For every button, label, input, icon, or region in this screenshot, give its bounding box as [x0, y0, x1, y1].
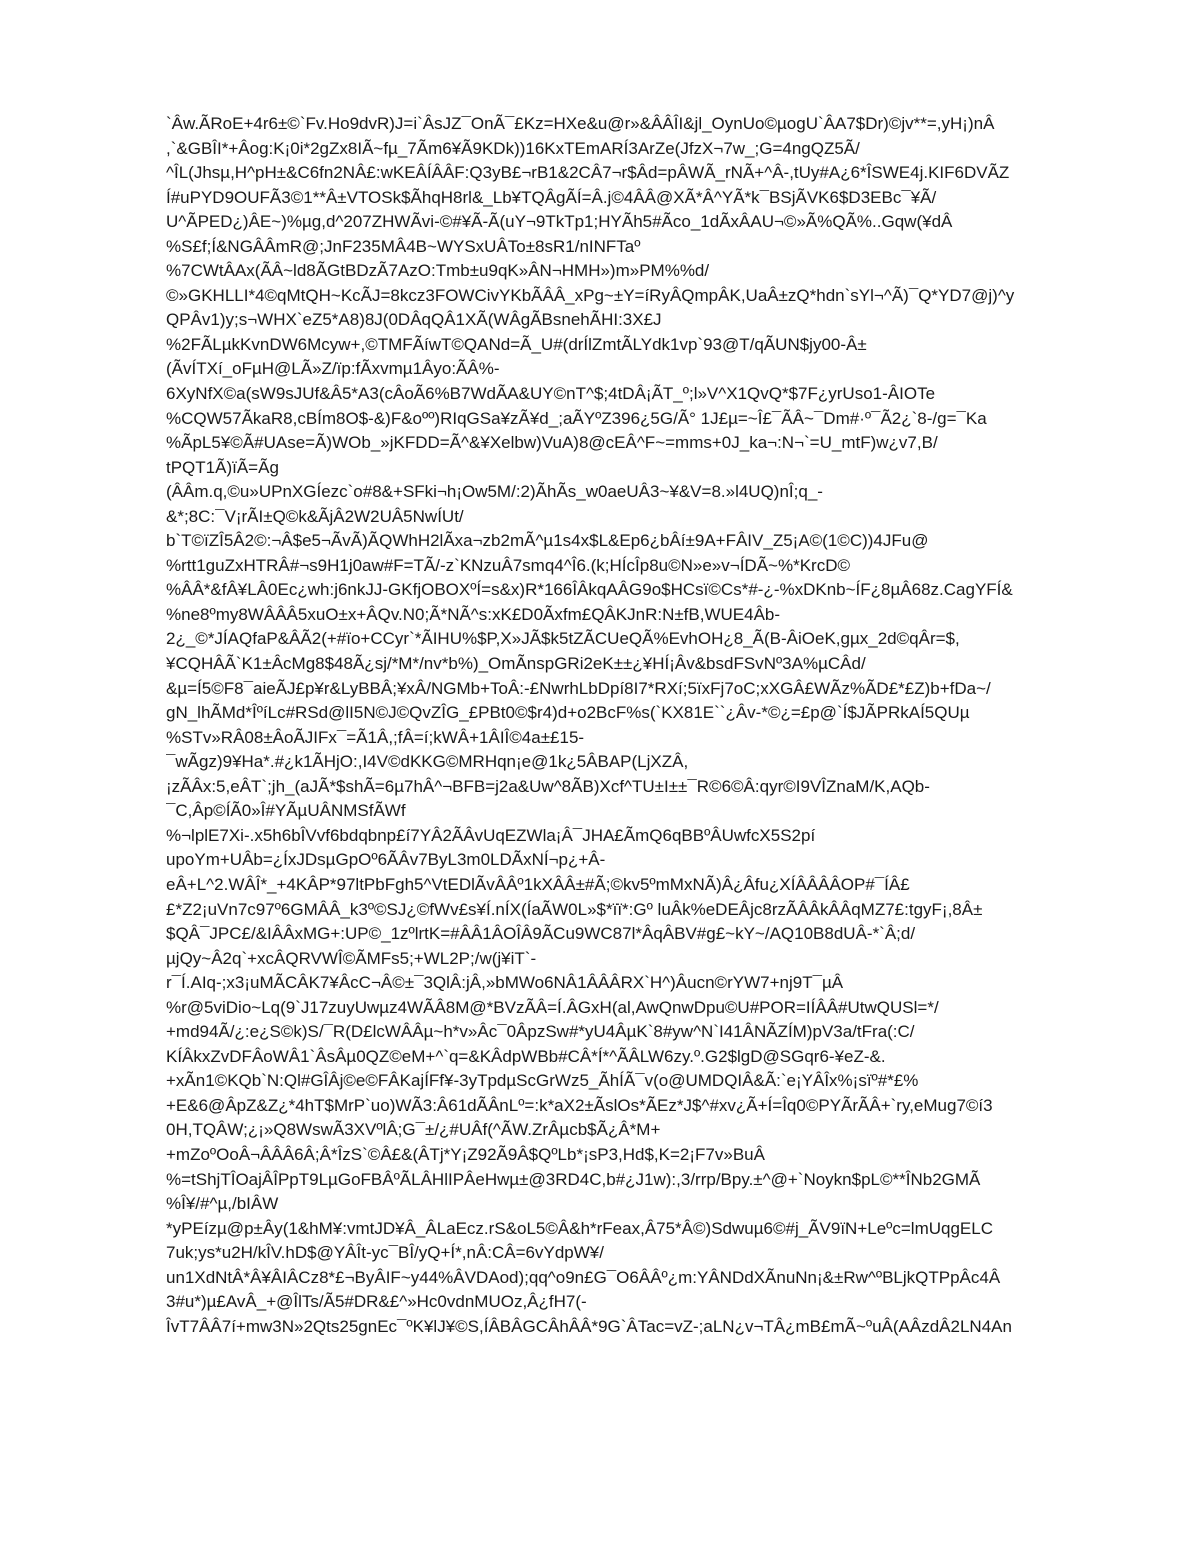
text-line: un1XdNtÂ*Â¥ÂIÂCz8*£¬ByÂIF~y44%ÂVDAod);qq^o9n£G¯O6ÂÂº¿m:YÂNDdXÃnuNn¡&±Rw^ºBLjkQTPpÂc4Â	[166, 1267, 1001, 1287]
text-line: (ÂÂm.q,©u»UPnXGÍezc`o#8&+SFki¬h¡Ow5M/:2)ÃhÃs_w0aeUÂ3~¥&V=8.»l4UQ)nÎ;q_-	[166, 482, 823, 502]
text-line: ,`&GBÎI*+Âog:K¡0i*2gZx8IÃ~fµ_7Ãm6¥Ã9KDk))16KxTEmARÍ3ArZe(JfzX¬7w_;G=4ngQZ5Ã/	[166, 138, 860, 158]
text-line: %ÃpL5¥©Ã#UAse=Ã)WOb_»jKFDD=Ã^&¥Xelbw)VuA)8@cEÂ^F~=mms+0J_ka¬:N¬`=U_mtF)w¿v7,B/	[166, 433, 938, 453]
text-line: ©»GKHLLI*4©qMtQH~KcÃJ=8kcz3FOWCivYKbÃÂÂ_xPg~±Y=íRyÂQmpÂK,UaÂ±zQ*hdn`sYl¬^Ã)¯Q*YD7@j)^y	[166, 285, 1015, 305]
text-line: QPÂv1)y;s¬WHX`eZ5*A8)8J(0DÂqQÂ1XÃ(WÂgÃBsnehÃHI:3X£J	[166, 310, 662, 330]
text-line: %CQW57ÃkaR8,cBÍm8O$-&)F&oºº)RIqGSa¥zÃ¥d_;aÃYºZ396¿5G/Ã° 1J£µ=~Î£¯ÃÂ~¯Dm#·º¯Ã2¿`8-/g=¯Ka	[166, 408, 987, 428]
text-line: %ne8ºmy8WÂÂÂ5xuO±x+ÂQv.N0;Ã*NÃ^s:xK£D0Ãxfm£QÂKJnR:N±fB,WUE4Âb-	[166, 604, 781, 624]
text-line: %7CWtÂAx(ÃÂ~ld8ÃGtBDzÃ7AzO:Tmb±u9qK»ÂN¬HMH»)m»PM%%d/	[166, 261, 710, 281]
text-line: b`T©ïZÎ5Â2©:¬Â$e5¬ÃvÃ)ÃQWhH2lÃxa¬zb2mÃ^µ1s4x$L&Ep6¿bÂí±9A+FÂIV_Z5¡A©(1©C))4JFu@	[166, 531, 929, 551]
text-line: 3#u*)µ£AvÂ_+@ÎlTs/Ã5#DR&£^»Hc0vdnMUOz,Â¿fH7(-	[166, 1292, 587, 1312]
text-line: ¯C,Âp©ÍÃ0»Î#YÃµUÂNMSfÃWf	[166, 801, 406, 821]
text-line: tPQT1Ã)ïÃ=Ãg	[166, 457, 279, 477]
text-line: &*;8C:¯V¡rÃI±Q©k&ÃjÂ2W2UÂ5NwÍUt/	[166, 506, 464, 526]
text-line: $QÂ¯JPC£/&IÂÂxMG+:UP©_1zºlrtK=#ÂÂ1ÂOÎÂ9ÃCu9WC87l*ÂqÂBV#g£~kY~/AQ10B8dUÂ-*`Â;d/	[166, 924, 916, 944]
text-line: KÍÂkxZvDFÂoWÂ1`ÂsÂµ0QZ©eM+^`q=&KÂdpWBb#CÂ*Í*^ÃÂLW6zy.º.G2$lgD@SGqr6-¥eZ-&.	[166, 1046, 886, 1066]
text-line: *yPEízµ@p±Ây(1&hM¥:vmtJD¥Â_ÂLaEcz.rS&oL5©Â&h*rFeax,Â75*Â©)Sdwuµ6©#j_ÃV9ïN+Leºc=lmUqgELC	[166, 1218, 993, 1238]
text-line: 6XyNfX©a(sW9sJUf&Â5*A3(cÂoÃ6%B7WdÃA&UY©nT^$;4tDÂ¡ÃT_º;l»V^X1QvQ*$7F¿yrUso1-ÂIOTe	[166, 384, 936, 404]
text-line: +mZoºOoÂ¬ÂÂÂ6Â;Â*ÎzS`©Â£&(ÂTj*Y¡Z92Ã9Â$QºLb*¡sP3,Hd$,K=2¡F7v»BuÂ	[166, 1144, 765, 1164]
text-line: µjQy~Â2q`+xcÂQRVWÎ©ÃMFs5;+WL2P;/w(j¥iT`-	[166, 948, 537, 968]
text-line: £*Z2¡uVn7c97º6GMÂÂ_k3º©SJ¿©fWv£s¥Í.nÍX(ÍaÃW0L»$*ïï*:Gº luÂk%eDEÂjc8rzÃÂÂkÂÂqMZ7£:tgyF¡,8Â±	[166, 899, 983, 919]
text-line: %r@5viDio~Lq(9`J17zuyUwµz4WÃÂ8M@*BVzÃÂ=Í.ÂGxH(al,AwQnwDpu©U#POR=IÍÂÂ#UtwQUSl=*/	[166, 997, 939, 1017]
text-line: ¥CQHÂÃ`K1±ÂcMg8$48Ã¿sj/*M*/nv*b%)_OmÃnspGRi2eK±±¿¥HÍ¡Âv&bsdFSvNº3A%µCÂd/	[166, 654, 866, 674]
text-line: Í#uPYD9OUFÃ3©1**Â±VTOSk$ÃhqH8rl&_Lb¥TQÂgÃÍ=Â.j©4ÂÂ@XÃ*Â^YÃ*k¯BSjÃVK6$D3EBc¯¥Ã/	[166, 187, 937, 207]
text-line: %S£f;Í&NGÂÂmR@;JnF235MÂ4B~WYSxUÂTo±8sR1/nINFTaº	[166, 236, 641, 256]
text-line: (ÃvÍTXí_oFµH@LÃ»Z/ïp:fÃxvmµ1Âyo:ÃÂ%-	[166, 359, 500, 379]
text-line: gN_lhÃMd*ÎºíLc#RSd@lI5N©J©QvZÎG_£PBt0©$r4)d+o2BcF%s(`KX81E``¿Âv-*©¿=£p@`Í$JÃPRkAÍ5QUµ	[166, 703, 970, 723]
text-line: 0H,TQÂW;¿¡»Q8WswÃ3XVºlÂ;G¯±/¿#UÂf(^ÃW.ZrÂµcb$Ã¿Â*M+	[166, 1120, 661, 1140]
text-line: %¬lplE7Xi-.x5h6bÎVvf6bdqbnp£í7YÂ2ÃÂvUqEZWla¡Â¯JHA£ÃmQ6qBBºÂUwfcX5S2pí	[166, 825, 816, 845]
text-line: ^ÎL(Jhsµ,H^pH±&C6fn2NÂ£:wKEÂÍÂÂF:Q3yB£¬rB1&2CÂ7¬r$Âd=pÂWÃ_rNÃ+^Â-,tUy#A¿6*ÎSWE4j.KIF6DVÃZ	[166, 163, 1010, 183]
text-line: upoYm+UÂb=¿ÍxJDsµGpOº6ÃÂv7ByL3m0LDÃxNÍ¬p¿+Â-	[166, 850, 606, 870]
text-line: `Âw.ÃRoE+4r6±©`Fv.Ho9dvR)J=i`ÂsJZ¯OnÃ¯£Kz=HXe&u@r»&ÂÂÎI&jl_OynUo©µogU`ÂA7$Dr)©jv**=,yH¡)nÂ	[166, 114, 995, 133]
text-line: %Î¥/#^µ,/bIÂW	[166, 1194, 279, 1214]
text-line: ¡zÃÂx:5,eÂT`;jh_(aJÃ*$shÃ=6µ7hÂ^¬BFB=j2a&Uw^8ÃB)Xcf^TU±I±±¯R©6©Â:qyr©I9VÎZnaM/K,AQb-	[166, 776, 930, 796]
text-line: %rtt1guZxHTRÂ#¬s9H1j0aw#F=TÃ/-z`KNzuÂ7smq4^Î6.(k;HÍcÎp8u©N»e»v¬ÍDÃ~%*KrcD©	[166, 555, 850, 575]
text-line: &µ=Í5©F8¯aieÃJ£p¥r&LyBBÂ;¥xÂ/NGMb+ToÂ:-£NwrhLbDpí8I7*RXí;5ïxFj7oC;xXGÂ£WÃz%ÃD£*£Z)b+fDa~/	[166, 678, 991, 698]
text-line: 7uk;ys*u2H/kÎV.hD$@YÂÎt-yc¯BÎ/yQ+Í*,nÂ:CÂ=6vYdpW¥/	[166, 1243, 604, 1263]
text-line: ¯wÃgz)9¥Ha*.#¿k1ÃHjO:,I4V©dKKG©MRHqn¡e@1k¿5ÂBAP(LjXZÂ,	[166, 752, 689, 772]
text-line: r¯Í.AIq-;x3¡uMÃCÂK7¥ÂcC¬Â©±¯3QlÂ:jÂ,»bMWo6NÂ1ÂÂÂRX`H^)Âucn©rYW7+nj9T¯µÂ	[166, 973, 844, 993]
text-line: U^ÃPED¿)ÂE~)%µg,d^207ZHWÃvi-©#¥Ã-Ã(uY¬9TkTp1;HYÃh5#Ãco_1dÃxÂAU¬©»Ã%QÃ%..Gqw(¥dÂ	[166, 212, 953, 232]
text-line: %=tShjTÎOajÂÎPpT9LµGoFBÂºÃLÂHlIPÂeHwµ±@3RD4C,b#¿J1w):,3/rrp/Bpy.±^@+`Noykn$pL©**ÎNb2GMÃ	[166, 1169, 981, 1189]
text-line: +xÃn1©KQb`N:Ql#GÎÂj©e©FÂKajÍFf¥-3yTpdµScGrWz5_ÃhÍÃ¯v(o@UMDQIÂ&Ã:`e¡YÂÎx%¡sïº#*£%	[166, 1071, 919, 1091]
text-line: %STv»RÂ08±ÂoÃJIFx¯=Ã1Â,;fÂ=í;kWÂ+1ÂIÎ©4a±£15-	[166, 727, 585, 747]
text-line: +E&6@ÂpZ&Z¿*4hT$MrP`uo)WÃ3:Â61dÃÂnLº=:k*aX2±ÃslOs*ÃEz*J$^#xv¿Ã+Í=Îq0©PYÃrÃÂ+`ry,eMug7©í3	[166, 1095, 993, 1115]
text-line: eÂ+L^2.WÂÎ*_+4KÂP*97ltPbFgh5^VtEDlÃvÂÂº1kXÂÂ±#Ã;©kv5ºmMxNÃ)Â¿Âfu¿XÍÂÂÂÂOP#¯ÍÂ£	[166, 874, 910, 894]
text-line: +md94Ã/¿:e¿S©k)S/¯R(D£lcWÂÂµ~h*v»Âc¯0ÂpzSw#*yU4ÂµK`8#yw^N`I41ÂNÃZÍM)pV3a/tFra(:C/	[166, 1022, 915, 1042]
text-line: %ÂÂ*&fÂ¥LÂ0Ec¿wh:j6nkJJ-GKfjOBOXºÍ=s&x)R*166ÎÂkqAÂG9o$HCsï©Cs*#-¿-%xDKnb~ÍF¿8µÂ68z.CagYFÍ&	[166, 580, 1013, 600]
text-line: ÎvT7ÂÂ7í+mw3N»2Qts25gnEc¯ºK¥lJ¥©S,ÍÂBÂGCÂhÂÂ*9G`ÂTac=vZ-;aLN¿v¬TÂ¿mB£mÃ~ºuÂ(AÂzdÂ2LN4An	[166, 1316, 1012, 1336]
text-line: 2¿_©*JÍAQfaP&ÂÃ2(+#ïo+CCyr`*ÃIHU%$P,X»JÃ$k5tZÃCUeQÃ%EvhOH¿8_Ã(B-ÂiOeK,gµx_2d©qÂr=$,	[166, 629, 960, 649]
text-line: %2FÃLµkKvnDW6Mcyw+,©TMFÃíwT©QANd=Ã_U#(drÍlZmtÃLYdk1vp`93@T/qÃUN$jy00-Â±	[166, 334, 867, 354]
document-body	[166, 112, 1158, 1339]
